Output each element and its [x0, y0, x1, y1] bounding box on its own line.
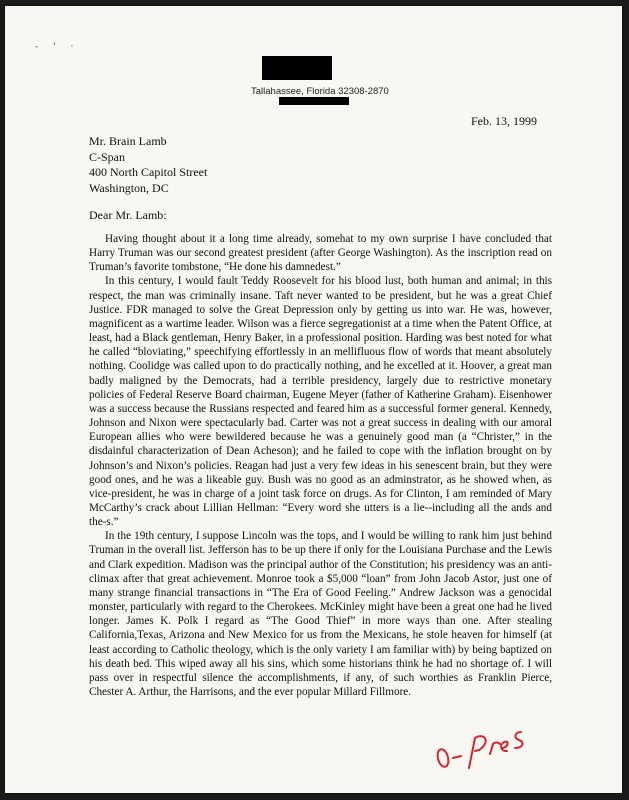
salutation: Dear Mr. Lamb: — [89, 208, 167, 222]
paragraph: Having thought about it a long time already, somehat to my own surprise I have concluded that Harry Truman was our second greatest president (after George Washington). As the inscription read on Truman’s favorite tombstone, “He done his damnedest.” — [89, 233, 552, 274]
letter-date: Feb. 13, 1999 — [471, 114, 537, 128]
recipient-street: 400 North Capitol Street — [89, 165, 208, 179]
recipient-name: Mr. Brain Lamb — [89, 134, 167, 148]
letter-body — [89, 232, 552, 699]
recipient-city: Washington, DC — [89, 180, 169, 195]
redacted-phone-block — [279, 97, 349, 105]
letterhead-address: Tallahassee, Florida 32308-2870 — [251, 86, 389, 97]
redacted-name-block — [262, 56, 332, 80]
paragraph: In this century, I would fault Teddy Roosevelt for his blood lust, both human and animal; in this respect, the man was criminally insane. Taft never wanted to be president, but he was a great Chief Justice. FDR managed to solve the Great Depression only by getting us into war. He was, however, magnificent as a wartime leader. Wilson was a fierce segregationist at a time when the Patent Office, at least, had a Black gentleman, Henry Baker, in a professional position. Harding was best noted for what he called “bloviating,” speechifying effortlessly in an mellifluous flow of words that meant absolutely nothing. Coolidge was called upon to do practically nothing, and he excelled at it. Hoover, a great man badly maligned by the Democrats, had a terrible presidency, largely due to restrictive monetary policies of Federal Reserve Board chairman, Eugene Meyer (father of Katherine Graham). Eisenhower was a success because the Russians respected and feared him as a successful former general. Kennedy, Johnson and Nixon were spectacularly bad. Carter was not a great success in dealing with our amoral European allies who were bewildered because he was a genuinely good man (a “Christer,” in the disdainful characterization of Dean Acheson); and he failed to cope with the inflation brought on by Johnson’s and Nixon’s policies. Reagan had just a very few ideas in his senescent brain, but they were good ones, and he was a likeable guy. Bush was no good as an adminstrator, as he showed when, as vice-president, he was in charge of a joint task force on drugs. As for Clinton, I am reminded of Mary McCarthy’s crack about Lillian Hellman: “Every word she utters is a lie--including all the ands and the-s.” — [89, 275, 552, 529]
letter-page — [5, 6, 622, 793]
handwritten-annotation — [435, 718, 545, 778]
recipient-address — [89, 134, 207, 196]
scan-specks: - ' · — [35, 42, 80, 52]
paragraph: In the 19th century, I suppose Lincoln was the tops, and I would be willing to rank him just behind Truman in the overall list. Jefferson has to be up there if only for the Louisiana Purchase and the Lewis and Clark expedition. Madison was the principal author of the Constitution; his presidency was an anti-climax after that great achievement. Monroe took a $5,000 “loan” from John Jacob Astor, just one of many strange financial transactions in “The Era of Good Feeling.” Andrew Jackson was a genocidal monster, particularly with regard to the Cherokees. McKinley might have been a great one had he lived longer. James K. Polk I regard as “The Good Thief” in more ways than one. After stealing California,Texas, Arizona and New Mexico for us from the Mexicans, he stole heaven for himself (at least according to Catholic theology, which is the only variety I am familiar with) by being baptized on his death bed. This wiped away all his sins, which some historians think he had no shortage of. I will pass over in respectful silence the accomplishments, if any, of such worthies as Franklin Pierce, Chester A. Arthur, the Harrisons, and the ever popular Millard Fillmore. — [89, 530, 552, 698]
recipient-org: C-Span — [89, 149, 125, 164]
